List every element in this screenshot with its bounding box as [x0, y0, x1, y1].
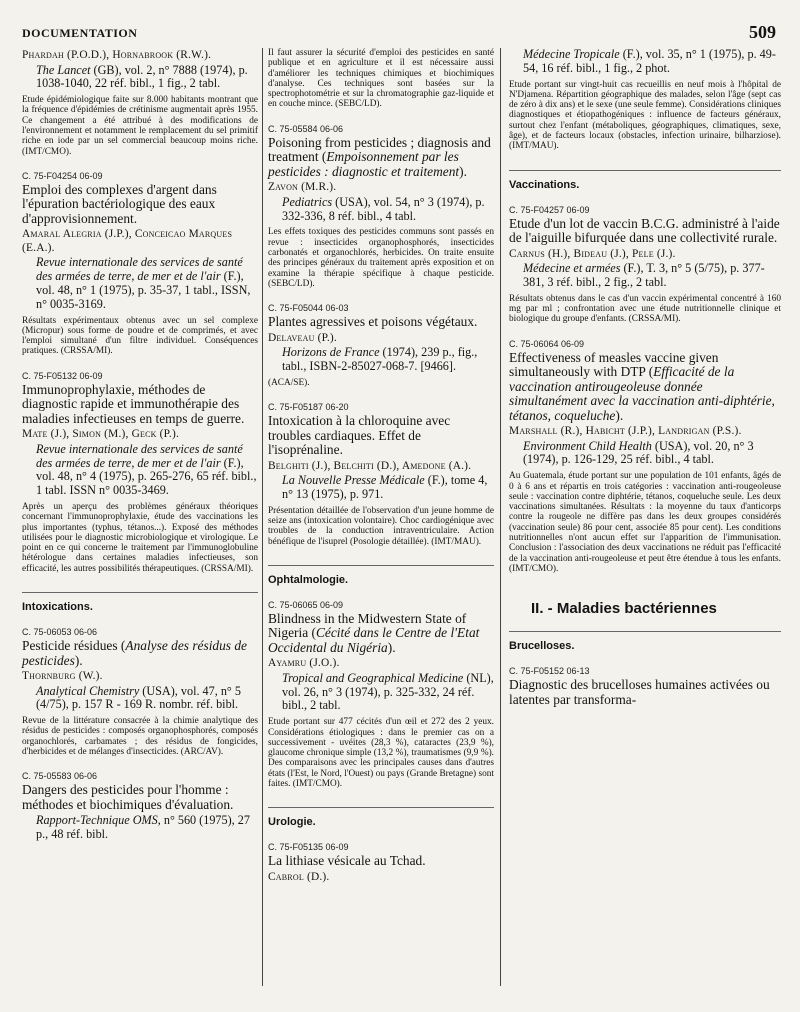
entry-code: C. 75-F05044 06-03	[268, 303, 349, 314]
title-text: Blindness in the Midwestern State of Nigeria (	[268, 610, 467, 641]
entry	[268, 124, 494, 289]
journal-name: La Nouvelle Presse Médicale	[282, 473, 425, 488]
source-details: (F.), tome 4, n° 13 (1975), p. 971.	[282, 473, 488, 501]
journal-name: Revue internationale des services de santé des armées de terre, de mer et de l'air	[36, 255, 243, 284]
entry-code: C. 75-F04254 06-09	[22, 170, 103, 181]
title-text: Effectiveness of measles vaccine given simultaneously with DTP (	[509, 349, 719, 380]
section-heading: Intoxications.	[22, 592, 258, 613]
source-details: (F.), vol. 48, n° 1 (1975), p. 35-37, 1 tabl., ISSN, n° 0035-3169.	[36, 269, 251, 311]
title-text: ).	[74, 652, 83, 668]
journal-name: Environment Child Health	[523, 438, 652, 453]
running-head: DOCUMENTATION	[22, 26, 138, 40]
entry-code: C. 75-05583 06-06	[22, 771, 98, 782]
entry-source	[523, 440, 781, 468]
entry-authors: Carnus (H.), Bideau (J.), Pele (J.).	[509, 247, 676, 260]
entry-authors: Marshall (R.), Habicht (J.P.), Landrigan (P.S.).	[509, 425, 742, 438]
title-text: ).	[387, 639, 396, 655]
section-heading: Ophtalmologie.	[268, 565, 494, 586]
entry	[268, 600, 494, 789]
entry-code: C. 75-06064 06-09	[509, 338, 585, 349]
title-translation: Cécité dans le Centre de l'Etat Occidental du Nigéria	[268, 625, 480, 655]
entry-authors: Amaral Alegria (J.P.), Conceicao Marques (E.A.).	[22, 228, 233, 254]
entry	[22, 371, 258, 574]
entry	[509, 666, 781, 707]
entry-source	[282, 474, 494, 502]
entry-title	[268, 136, 494, 180]
page-header	[22, 22, 778, 44]
entry	[22, 171, 258, 357]
entry-title: Dangers des pesticides pour l'homme : méthodes et biochimiques d'évaluation.	[22, 782, 234, 812]
entry-source	[36, 64, 258, 92]
entry-source	[36, 256, 258, 311]
entry-code: C. 75-06053 06-06	[22, 627, 98, 638]
entry-title	[509, 351, 781, 424]
source-details: (1974), 239 p., fig., tabl., ISBN-2-85027-068-7. [9466].	[282, 345, 478, 373]
source-details: (NL), vol. 26, n° 3 (1974), p. 325-332, 24 réf. bibl., 2 tabl.	[282, 670, 494, 713]
entry-title: Diagnostic des brucelloses humaines activées ou latentes par transforma-	[509, 677, 770, 707]
column-2	[268, 48, 494, 885]
entry-title: Etude d'un lot de vaccin B.C.G. administré à l'aide de l'aiguille bifurquée dans une collectivité rurale.	[509, 215, 780, 246]
section-heading: Brucelloses.	[509, 631, 781, 652]
entry	[22, 627, 258, 757]
source-details: (USA), vol. 47, n° 5 (4/75), p. 157 R - 169 R. nombr. réf. bibl.	[36, 683, 241, 712]
entry	[22, 771, 258, 842]
entry-source	[36, 685, 258, 713]
entry	[268, 48, 494, 110]
column-divider	[500, 48, 501, 986]
entry-abstract: Etude portant sur 477 cécités d'un œil et 272 des 2 yeux. Considérations étiologiques : dans le premier cas on a successivement - uvéites (28,3 %), cataractes (23,9 %), glaucome chronique simple (13,2 %), traumatismes (9,9 %). Des comparaisons avec les principales causes dans d'autres états (l'Est, le Nord, l'Ouest) ou pays (Grande Bretagne) sont faites. (IMT/CMO).	[268, 717, 494, 789]
entry-code: C. 75-F04257 06-09	[509, 204, 590, 215]
source-details: (GB), vol. 2, n° 7888 (1974), p. 1038-1040, 22 réf. bibl., 1 fig., 2 tabl.	[36, 62, 248, 91]
source-details: n° 560 (1975), 27 p., 48 réf. bibl.	[36, 813, 250, 842]
entry-authors: Thornburg (W.).	[22, 670, 103, 683]
entry-abstract: Etude épidémiologique faite sur 8.000 habitants montrant que la fréquence d'épidémies de crétinisme augmentait après 1955. Ce changement a été attribué à des modifications de l'environnement et notamment le remplacement du sel primitif riche en iode par un sel commercial beaucoup moins riche. (IMT/CMO).	[22, 95, 258, 157]
entry	[268, 303, 494, 388]
title-translation: Analyse des résidus de pesticides	[22, 638, 247, 668]
column-3	[509, 48, 781, 709]
journal-name: Tropical and Geographical Medicine	[282, 670, 464, 685]
entry-authors: Cabrol (D.).	[268, 870, 330, 883]
entry-authors: Phardah (P.O.D.), Hornabrook (R.W.).	[22, 49, 212, 61]
entry-code: C. 75-F05152 06-13	[509, 666, 590, 677]
column-1	[22, 48, 258, 845]
title-text: Pesticide résidues (	[22, 638, 126, 654]
entry-title	[22, 639, 258, 668]
column-divider	[262, 48, 263, 986]
entry-abstract: Les effets toxiques des pesticides communs sont passés en revue : insecticides organophosphorés, insecticides carbonatés et organochlorés, herbicides. On traite ensuite des principes généraux du traitement après exposition et on examine la thérapie spécifique à chaque pesticide. (SEBC/LD).	[268, 227, 494, 289]
title-text: ).	[615, 407, 624, 423]
entry-source	[523, 48, 781, 76]
entry-authors: Ayamru (J.O.).	[268, 657, 340, 670]
journal-name: Revue internationale des services de santé des armées de terre, de mer et de l'air	[36, 441, 243, 470]
entry	[268, 842, 494, 884]
entry-source	[282, 672, 494, 713]
entry-authors: Zavon (M.R.).	[268, 181, 337, 194]
entry	[268, 402, 494, 547]
entry-abstract: Au Guatemala, étude portant sur une population de 101 enfants, âgés de 0 à 6 ans et répartis en trois catégories : vaccination anti-rougeoleuse seule : vaccination contre diphtérie, tétanos, coqueluche seule. Les deux vaccinations simultanées. Résultats : la moyenne du taux d'anticorps contre la rougeole ne diffère pas dans les deux groupes considérés (vaccination seule) 86 pour cent, associée 85 pour cent). Les conditions nutritionnelles n'ont aucun effet sur l'apparition de l'immunisation. Conclusion : l'association des deux vaccinations ne réduit pas l'efficacité de la vaccination anti-rougeoleuse et peut être étendue à tous les enfants. (IMT/CMO).	[509, 471, 781, 574]
entry-title: La lithiase vésicale au Tchad.	[268, 853, 426, 869]
entry-source	[282, 196, 494, 224]
journal-name: Analytical Chemistry	[36, 683, 140, 698]
entry	[509, 48, 781, 152]
entry-authors: Mate (J.), Simon (M.), Geck (P.).	[22, 428, 180, 441]
source-details: (USA), vol. 20, n° 3 (1974), p. 126-129, 25 réf. bibl., 4 tabl.	[523, 438, 754, 467]
title-text: Poisoning from pesticides ; diagnosis and treatment (	[268, 134, 491, 165]
title-translation: Efficacité de la vaccination antirougeoleuse donnée simultanément avec la vaccination anti-diphtérie, tétanos, coqueluche	[509, 364, 775, 423]
entry-abstract: Il faut assurer la sécurité d'emploi des pesticides en santé publique et en agriculture et il est nécessaire aussi d'améliorer les techniques chimiques et biochimiques d'analyse. Ces techniques sont basées sur la spectrophotométrie et sur la chromatographie gaz-liquide et en couche mince. (SEBC/LD).	[268, 48, 494, 110]
journal-name: Médecine Tropicale	[523, 47, 620, 61]
page-number: 509	[749, 22, 776, 42]
entry-code: C. 75-06065 06-09	[268, 599, 344, 610]
entry-source	[523, 262, 781, 290]
entry-title: Immunoprophylaxie, méthodes de diagnostic rapide et immunothérapie des maladies infectieuses en temps de guerre.	[22, 381, 245, 426]
title-text: ).	[459, 163, 467, 179]
entry	[509, 205, 781, 325]
journal-name: Médecine et armées	[523, 261, 621, 276]
source-details: (F.), T. 3, n° 5 (5/75), p. 377-381, 3 réf. bibl., 2 fig., 2 tabl.	[523, 261, 765, 289]
entry-authors: Belghiti (J.), Belchiti (D.), Amedone (A.).	[268, 459, 472, 472]
section-heading: Urologie.	[268, 807, 494, 828]
entry-abstract: Revue de la littérature consacrée à la chimie analytique des résidus de pesticides : composés organophosphorés, composés organochlorés, carbamates ; des résidus de fongicides, d'herbicides et de mélanges d'insecticides. (ARC/AV).	[22, 716, 258, 757]
entry-source	[36, 443, 258, 498]
entry-abstract: Résultats obtenus dans le cas d'un vaccin expérimental concentré à 160 mg par ml ; confrontation avec une étude nutritionnelle clinique et biologique du groupe d'enfants. (CRSSA/MI).	[509, 293, 781, 325]
journal-name: The Lancet	[36, 62, 91, 77]
journal-name: Pediatrics	[282, 194, 333, 209]
entry-code: C. 75-05584 06-06	[268, 123, 344, 134]
entry-title: Plantes agressives et poisons végétaux.	[268, 314, 478, 330]
journal-name: Rapport-Technique OMS,	[36, 813, 161, 828]
source-details: (F.), vol. 48, n° 4 (1975), p. 265-276, 65 réf. bibl., 1 tabl. ISSN n° 0035-3469.	[36, 455, 257, 498]
entry-abstract: Présentation détaillée de l'observation d'un jeune homme de seize ans (intoxication volontaire). Choc cardiogénique avec troubles de la conduction intraventriculaire. Action bénéfique de l'isuprel (Posologie détaillée). (IMT/MAU).	[268, 505, 494, 547]
entry-title: Emploi des complexes d'argent dans l'épuration bactériologique des eaux d'approvisionnement.	[22, 181, 217, 226]
entry	[22, 49, 258, 157]
entry-abstract: Etude portant sur vingt-huit cas recueillis en neuf mois à l'hôpital de N'Djamena. Répartition géographique des malades, selon l'âge (sept cas de zéro à dix ans) et le sexe (une seule femme). Considérations cliniques diagnostiques et étiopathogéniques : influence de facteurs généraux, surtout chez l'enfant (métaboliques, géographiques, climatiques, sexe, âge), et de facteurs locaux (obstacles, infection urinaire, bilharziose). (IMT/MAU).	[509, 79, 781, 152]
entry-source	[282, 346, 494, 374]
entry-source	[36, 814, 258, 842]
source-details: (USA), vol. 54, n° 3 (1974), p. 332-336, 8 réf. bibl., 4 tabl.	[282, 194, 485, 223]
entry	[509, 339, 781, 575]
entry-code: C. 75-F05187 06-20	[268, 402, 349, 413]
entry-title	[268, 612, 494, 656]
entry-abstract: Résultats expérimentaux obtenus avec un sel complexe (Micropur) sous forme de poudre et de comprimés, et avec l'emploi simultané d'un filtre individuel. Conséquences pratiques. (CRSSA/MI).	[22, 315, 258, 357]
entry-code: C. 75-F05135 06-09	[268, 842, 349, 853]
title-translation: Empoisonnement par les pesticides : diagnostic et traitement	[268, 149, 460, 179]
entry-abstract: (ACA/SE).	[268, 377, 310, 388]
source-details: (F.), vol. 35, n° 1 (1975), p. 49-54, 16 réf. bibl., 1 fig., 2 phot.	[523, 47, 776, 75]
entry-abstract: Après un aperçu des problèmes généraux théoriques concernant l'immunoprophylaxie, étude des vaccinations les plus importantes (typhus, tétanos...). Exposé des méthodes utilisées pour le diagnostic microbiologique et virologique. Le point en ce qui concerne le traitement par l'immunoglobuline hétérologue dans certaines maladies infectieuses, son efficacité, les autres possibilités thérapeutiques. (CRSSA/MI).	[22, 501, 258, 574]
entry-authors: Delaveau (P.).	[268, 331, 337, 344]
entry-title: Intoxication à la chloroquine avec troubles cardiaques. Effet de l'isoprénaline.	[268, 413, 451, 458]
entry-code: C. 75-F05132 06-09	[22, 370, 103, 381]
journal-name: Horizons de France	[282, 345, 380, 360]
section-heading: Vaccinations.	[509, 170, 781, 191]
chapter-heading: II. - Maladies bactériennes	[531, 600, 717, 618]
